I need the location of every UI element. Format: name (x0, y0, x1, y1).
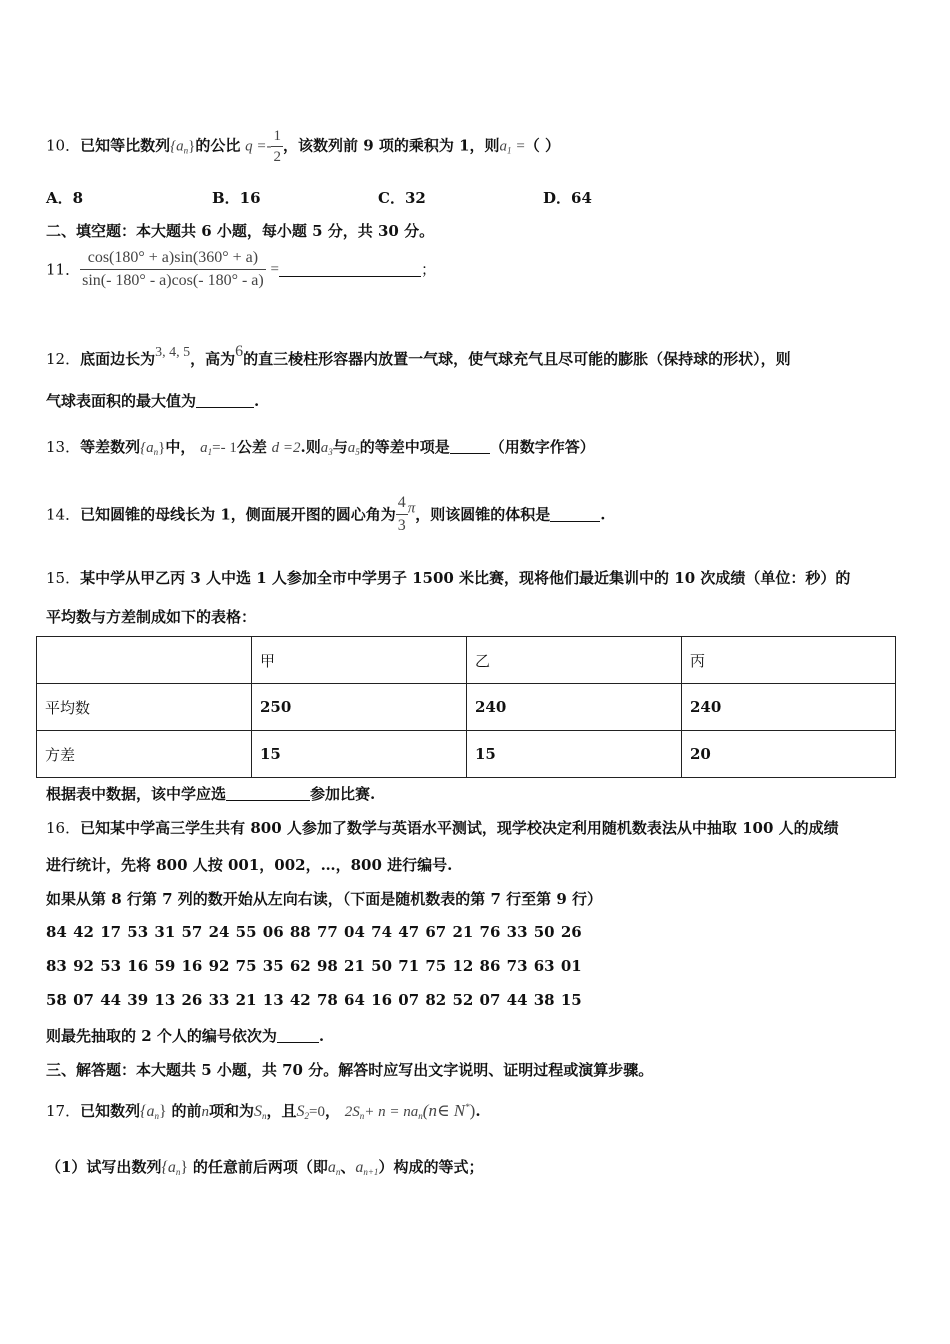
table-cell: 20 (682, 731, 896, 778)
row-label: 方差 (37, 731, 252, 778)
table-header-cell: 乙 (467, 637, 682, 684)
answer-blank-15[interactable] (226, 786, 310, 801)
table-header-cell (37, 637, 252, 684)
q16-last: 则最先抽取的 2 个人的编号依次为 . (46, 1027, 325, 1045)
fraction: $\frac{1}{2}$ (273, 128, 281, 165)
table-cell: 15 (467, 731, 682, 778)
q15-line1: 15．某中学从甲乙丙 3 人中选 1 人参加全市中学男子 1500 米比赛，现将他们最近集训中的 10 次成绩（单位：秒）的 (46, 569, 851, 587)
option-d: D．64 (543, 189, 592, 207)
q10-stem: 10．已知等比数列$\{a_n\}$的公比 q =- $\frac{1}{2}$ ，该数列前 9 项的乘积为 1，则$a_1$ =（ ） (46, 128, 561, 165)
option-c: C．32 (378, 189, 426, 207)
q15-line2: 平均数与方差制成如下的表格： (46, 608, 257, 626)
table-header-cell: 丙 (682, 637, 896, 684)
section-3-heading: 三、解答题：本大题共 5 小题，共 70 分。解答时应写出文字说明、证明过程或演算步骤。 (46, 1061, 654, 1079)
q16-line3: 如果从第 8 行第 7 列的数开始从左向右读，（下面是随机数表的第 7 行至第 9 行） (46, 890, 603, 908)
q15-after: 根据表中数据，该中学应选 参加比赛. (46, 785, 376, 803)
table-header-cell: 甲 (252, 637, 467, 684)
row-label: 平均数 (37, 684, 252, 731)
answer-blank-12[interactable] (196, 393, 254, 408)
answer-blank-13[interactable] (450, 439, 490, 454)
random-row-8: 83 92 53 16 59 16 92 75 35 62 98 21 50 71 75 12 86 73 63 01 (46, 957, 582, 975)
table-header-row (37, 637, 896, 684)
option-b: B．16 (212, 189, 261, 207)
option-a: A．8 (46, 189, 84, 207)
q12-line2: 气球表面积的最大值为 . (46, 392, 260, 410)
trig-fraction: $\frac{\cos(180^\circ + a)\sin(360^\circ + a)}{\sin(- 180^\circ - a)\cos(- 180^\circ - a)}$ (80, 247, 266, 292)
q17-stem: 17．已知数列$\{a_n\}$ 的前n项和为$S_n$，且$S_2=0$， $2S_n+ n$ = $na_n(n\in$ N*). (46, 1101, 481, 1121)
section-2-heading: 二、填空题：本大题共 6 小题，每小题 5 分，共 30 分。 (46, 222, 435, 240)
q16-line1: 16．已知某中学高三学生共有 800 人参加了数学与英语水平测试，现学校决定利用随机数表法从中抽取 100 人的成绩 (46, 819, 839, 837)
random-row-7: 84 42 17 53 31 57 24 55 06 88 77 04 74 47 67 21 76 33 50 26 (46, 923, 582, 941)
q16-line2: 进行统计，先将 800 人按 001，002，…，800 进行编号. (46, 856, 453, 874)
random-row-9: 58 07 44 39 13 26 33 21 13 42 78 64 16 07 82 52 07 44 38 15 (46, 991, 582, 1009)
table-row (37, 684, 896, 731)
table-cell: 240 (467, 684, 682, 731)
table-row (37, 731, 896, 778)
angle-fraction: $\frac{4}{3}$ (396, 492, 408, 537)
stats-table (36, 636, 896, 778)
q11-stem: 11． $\frac{\cos(180^\circ + a)\sin(360^\circ + a)}{\sin(- 180^\circ - a)\cos(- 180^\circ - a)}$ = ； (46, 247, 436, 292)
q12-stem: 12．底面边长为3, 4, 5，高为6的直三棱柱形容器内放置一气球，使气球充气且尽可能的膨胀（保持球的形状），则 (46, 343, 791, 368)
table-cell: 15 (252, 731, 467, 778)
table-cell: 240 (682, 684, 896, 731)
answer-blank-16[interactable] (277, 1028, 319, 1043)
q14-stem: 14．已知圆锥的母线长为 1，侧面展开图的圆心角为 $\frac{4}{3}$ π，则该圆锥的体积是 . (46, 492, 606, 537)
answer-blank-14[interactable] (550, 507, 600, 522)
q13-stem: 13．等差数列$\{a_n\}$中， $a_1=-$ 1公差 d =2.则$a_3$与$a_5$的等差中项是 （用数字作答） (46, 438, 595, 457)
answer-blank-11[interactable] (279, 262, 421, 277)
table-cell: 250 (252, 684, 467, 731)
q17-part1: （1）试写出数列$\{a_n\}$ 的任意前后两项（即$a_n$、$a_{n+1}$）构成的等式； (46, 1158, 484, 1177)
